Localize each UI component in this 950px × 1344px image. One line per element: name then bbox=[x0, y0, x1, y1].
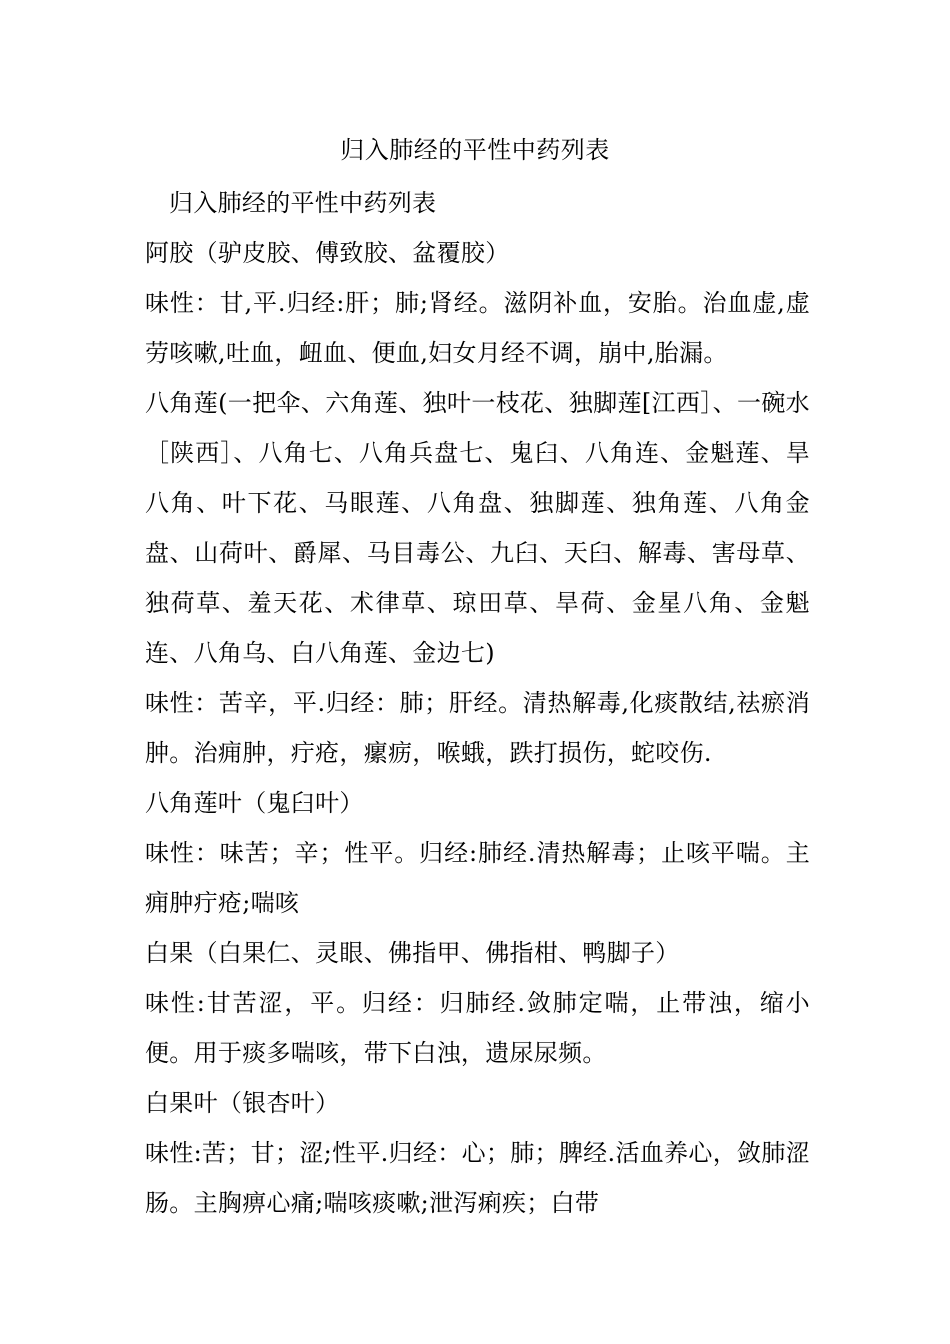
document-body bbox=[145, 178, 810, 1228]
entry-baiguo-properties: 味性:甘苦涩，平。归经：归肺经.敛肺定喘，止带浊，缩小便。用于痰多喘咳，带下白浊，遗尿尿频。 bbox=[145, 989, 810, 1067]
entry-baiguoye-properties: 味性:苦；甘；涩;性平.归经：心；肺；脾经.活血养心，敛肺涩肠。主胸痹心痛;喘咳痰嗽;泄泻痢疾；白带 bbox=[145, 1139, 810, 1217]
entry-baiguoye-name: 白果叶（银杏叶） bbox=[145, 1089, 340, 1117]
entry-bajiaolian-name: 八角莲(一把伞、六角莲、独叶一枝花、独脚莲[江西］、一碗水［陕西］、八角七、八角兵盘七、鬼臼、八角连、金魁莲、旱八角、叶下花、马眼莲、八角盘、独脚莲、独角莲、八角金盘、山荷叶、爵犀、马目毒公、九臼、天臼、解毒、害母草、独荷草、羞天花、术律草、琼田草、旱荷、金星八角、金魁连、八角乌、白八角莲、金边七) bbox=[145, 389, 810, 667]
entry-bajiaolianye-properties: 味性：味苦；辛；性平。归经:肺经.清热解毒；止咳平喘。主痈肿疔疮;喘咳 bbox=[145, 839, 810, 917]
entry-bajiaolianye-name: 八角莲叶（鬼臼叶） bbox=[145, 789, 364, 817]
entry-bajiaolian-properties: 味性：苦辛，平.归经：肺；肝经。清热解毒,化痰散结,祛瘀消肿。治痈肿，疔疮，瘰疬，喉蛾，跌打损伤，蛇咬伤. bbox=[145, 689, 810, 767]
entry-baiguo-name: 白果（白果仁、灵眼、佛指甲、佛指柑、鸭脚子） bbox=[145, 939, 680, 967]
entry-ejiao-name: 阿胶（驴皮胶、傅致胶、盆覆胶） bbox=[145, 239, 510, 267]
body-heading: 归入肺经的平性中药列表 bbox=[169, 189, 437, 217]
entry-ejiao-properties: 味性：甘,平.归经:肝；肺;肾经。滋阴补血，安胎。治血虚,虚劳咳嗽,吐血，衄血、便血,妇女月经不调，崩中,胎漏。 bbox=[145, 289, 810, 367]
document-title: 归入肺经的平性中药列表 bbox=[340, 136, 610, 164]
